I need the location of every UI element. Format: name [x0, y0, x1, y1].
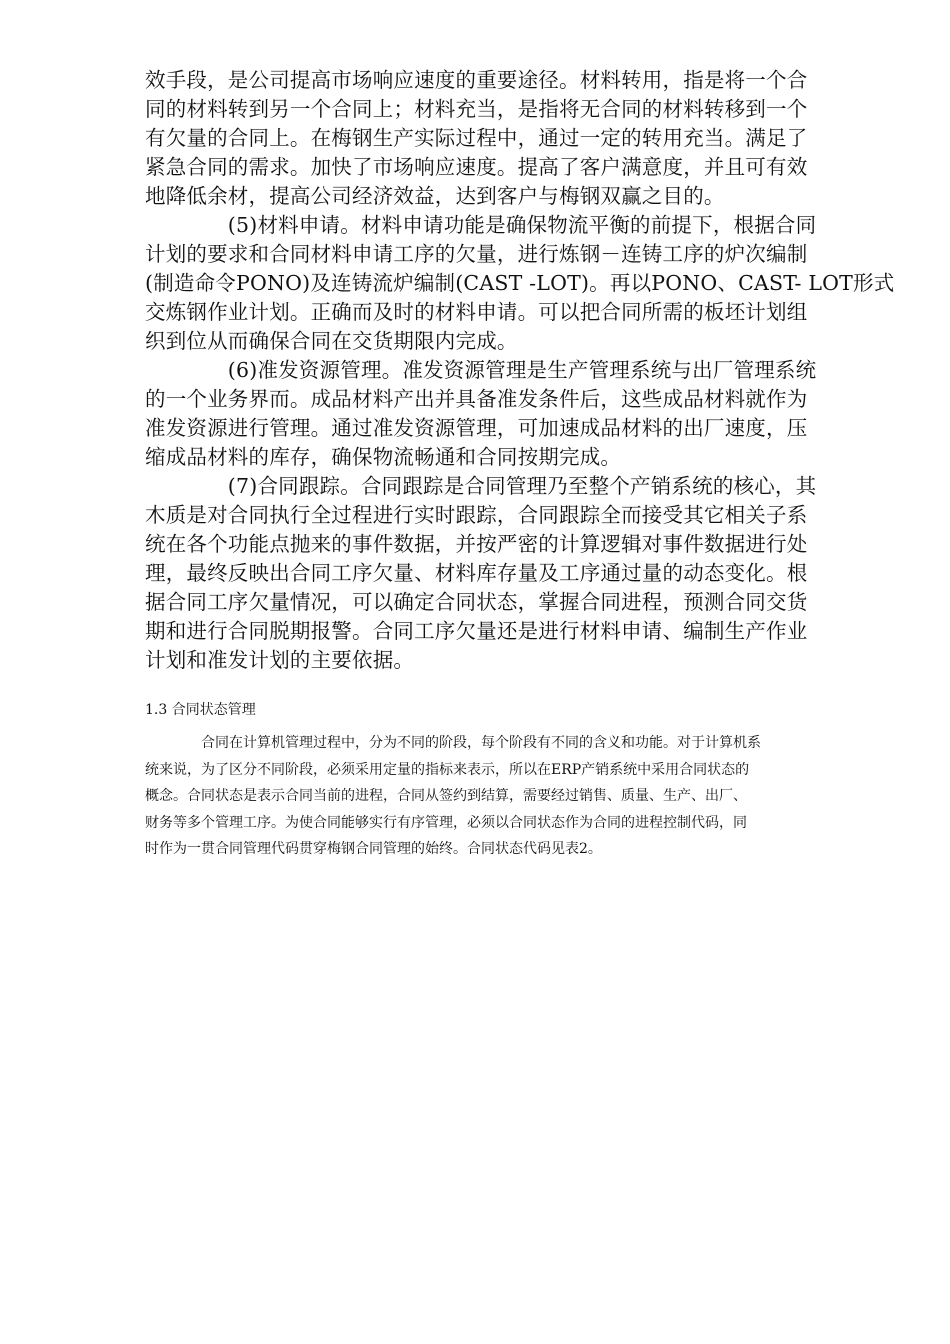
- text-line: 计划和准发计划的主要依据。: [145, 648, 415, 672]
- text-line: 统来说，为了区分不同阶段，必须采用定量的指标来表示，所以在ERP产销系统中采用合同状态的: [145, 761, 750, 778]
- text-line: 准发资源进行管理。通过准发资源管理，可加速成品材料的出厂速度，压: [145, 416, 808, 440]
- section-heading: 1.3 合同状态管理: [145, 702, 256, 718]
- text-line: 交炼钢作业计划。正确而及时的材料申请。可以把合同所需的板坯计划组: [145, 300, 808, 324]
- text-line: 合同在计算机管理过程中，分为不同的阶段，每个阶段有不同的含义和功能。对于计算机系: [145, 735, 761, 751]
- text-line: 计划的要求和合同材料申请工序的欠量，进行炼钢－连铸工序的炉次编制: [145, 242, 808, 266]
- text-line: (6)准发资源管理。准发资源管理是生产管理系统与出厂管理系统: [145, 358, 817, 382]
- text-line: 的一个业务界而。成品材料产出并具备准发条件后，这些成品材料就作为: [145, 387, 808, 411]
- text-line: 理，最终反映出合同工序欠量、材料库存量及工序通过量的动态变化。根: [145, 561, 808, 585]
- text-line: 缩成品材料的库存，确保物流畅通和合同按期完成。: [145, 445, 622, 469]
- text-line: 紧急合同的需求。加快了市场响应速度。提高了客户满意度，并且可有效: [145, 155, 808, 179]
- text-line: 木质是对合同执行全过程进行实时跟踪，合同跟踪全而接受其它相关子系: [145, 503, 808, 527]
- text-line: 据合同工序欠量情况，可以确定合同状态，掌握合同进程，预测合同交货: [145, 590, 808, 614]
- text-line: 同的材料转到另一个合同上；材料充当，是指将无合同的材料转移到一个: [145, 97, 808, 121]
- text-line: 有欠量的合同上。在梅钢生产实际过程中，通过一定的转用充当。满足了: [145, 126, 808, 150]
- text-line: 财务等多个管理工序。为使合同能够实行有序管理，必须以合同状态作为合同的进程控制代码，同: [145, 814, 747, 831]
- text-line: 概念。合同状态是表示合同当前的进程，合同从签约到结算，需要经过销售、质量、生产、出厂、: [145, 788, 747, 804]
- text-line: 织到位从而确保合同在交货期限内完成。: [145, 329, 518, 353]
- contract-functions-text: [145, 66, 895, 675]
- contract-status-text: [145, 730, 875, 863]
- text-line: (制造命令PONO)及连铸流炉编制(CAST -LOT)。再以PONO、CAST- LOT形式: [145, 271, 895, 295]
- text-line: 期和进行合同脱期报警。合同工序欠量还是进行材料申请、编制生产作业: [145, 619, 808, 643]
- text-line: (7)合同跟踪。合同跟踪是合同管理乃至整个产销系统的核心，其: [145, 474, 817, 498]
- text-line: 时作为一贯合同管理代码贯穿梅钢合同管理的始终。合同状态代码见表2。: [145, 841, 602, 857]
- text-line: 地降低余材，提高公司经济效益，达到客户与梅钢双赢之目的。: [145, 184, 725, 208]
- text-line: 效手段，是公司提高市场响应速度的重要途径。材料转用，指是将一个合: [145, 68, 808, 92]
- text-line: (5)材料申请。材料申请功能是确保物流平衡的前提下，根据合同: [145, 213, 817, 237]
- text-line: 统在各个功能点抛来的事件数据，并按严密的计算逻辑对事件数据进行处: [145, 532, 808, 556]
